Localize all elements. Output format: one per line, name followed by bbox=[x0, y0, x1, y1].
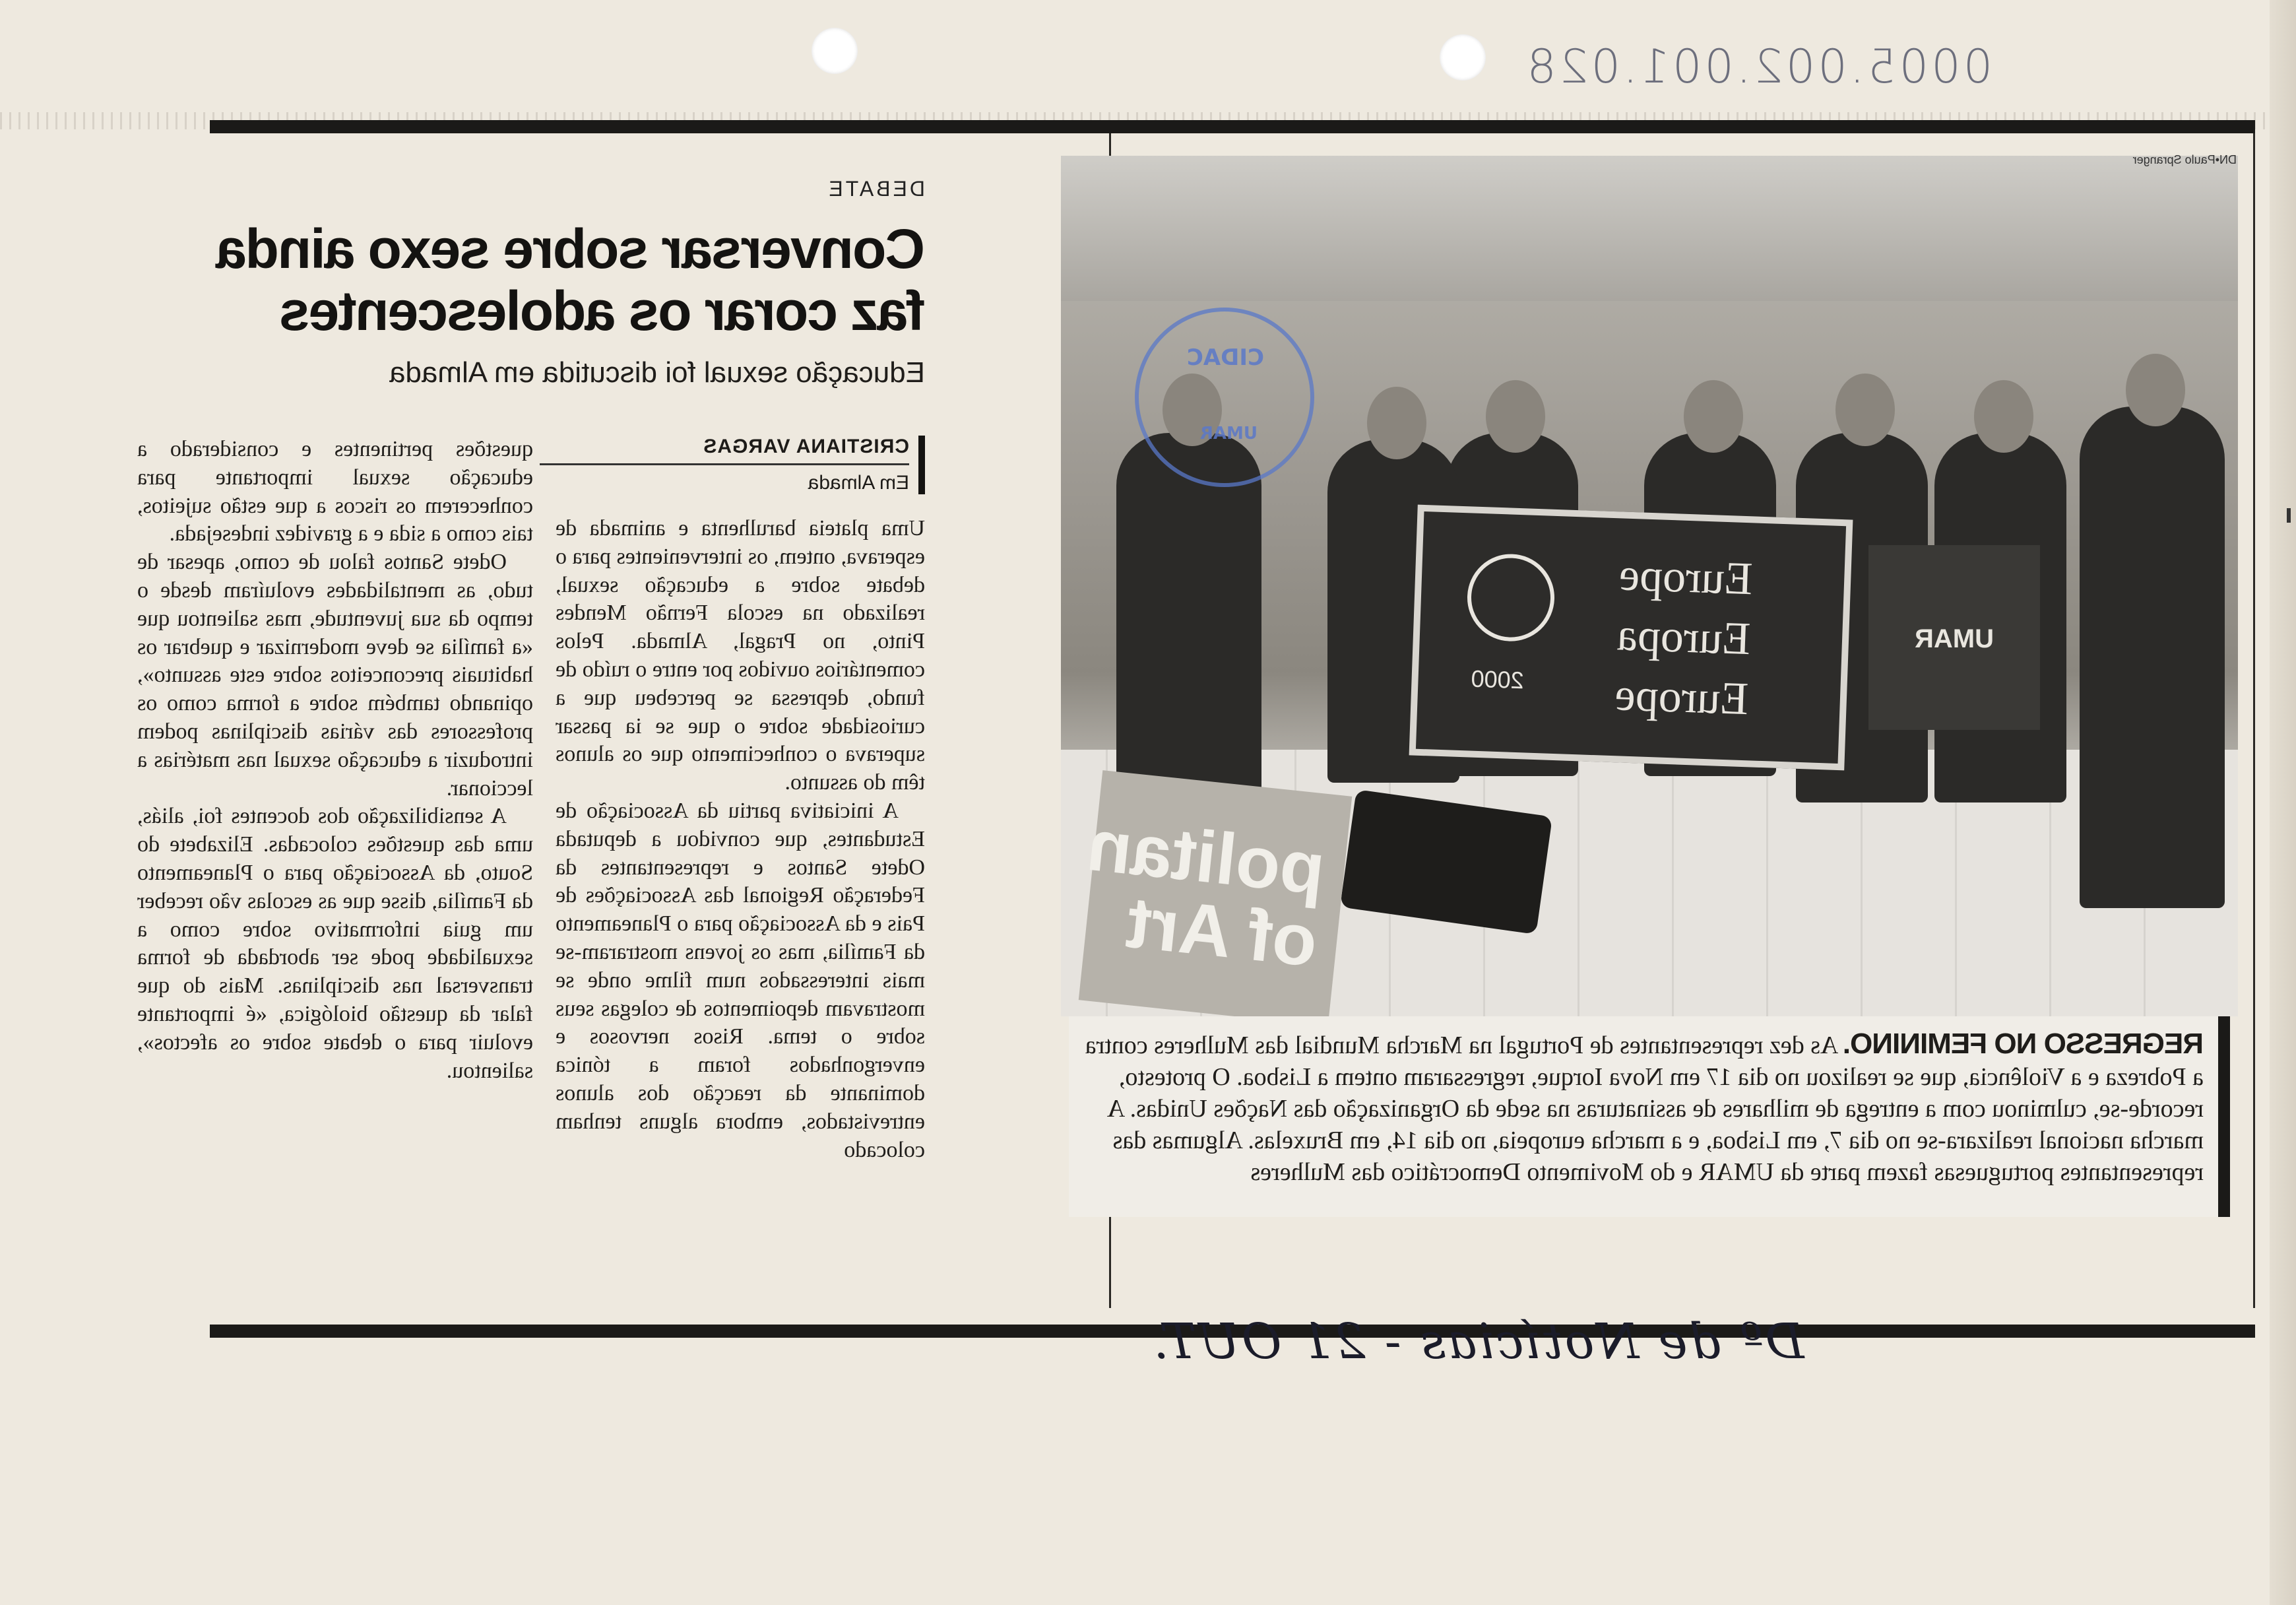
caption-bar bbox=[2218, 1016, 2230, 1217]
umar-flag: UMAR bbox=[1868, 545, 2040, 730]
frame-rule bbox=[2253, 133, 2255, 1308]
paragraph: Odete Santos falou de como, apesar de tudo, as mentalidades evoluíram desde o tempo da sua juventude, mas salientou que «a família se deve modernizar e quebrar os habituais preconceitos sobre este assunto», opinando também sobre a forma como os professores das várias disciplinas podem introduzir a educação sexual nas matérias a leccionar. bbox=[137, 550, 533, 801]
archive-stamp: CIDAC UMAR bbox=[1135, 308, 1314, 487]
section-tag: DEBATE bbox=[826, 177, 925, 201]
photo-person-head bbox=[1684, 380, 1743, 453]
photo-person-head bbox=[1486, 380, 1545, 453]
news-photo bbox=[1061, 156, 2238, 1016]
paragraph: A iniciativa partiu da Associação de Estudantes, que convidou a deputada Odete Santos e representantes da Federação Regional das Associações de Pais e da Associação para o Planeamento da Família, mas os jovens mostraram-se mais interessados num filme onde se mostravam depoimentos de colegas seus sobre o tema. Risos nervosos e envergonhados foram a tónica dominante da reacção dos alunos entrevistados, embora alguns tenham colocado bbox=[556, 798, 925, 1162]
margin-mark bbox=[2287, 508, 2291, 523]
photo-person bbox=[2080, 407, 2225, 908]
article-column-2 bbox=[137, 436, 533, 1085]
dateline: Em Almada bbox=[808, 472, 909, 494]
march-logo-icon bbox=[1466, 552, 1556, 643]
article-subheadline: Educação sexual foi discutida em Almada bbox=[389, 356, 925, 389]
photo-person-head bbox=[2126, 354, 2185, 426]
handwritten-source-note: Dº de Notícias - 21 OUT. bbox=[1151, 1313, 1804, 1370]
paragraph: A sensibilização dos docentes foi, aliás, uma das questões colocadas. Elizabete do Souto, da Associação para o Planeamento da Família, disse que as escolas vão receber um guia informativo sobre como a sexualidade pode ser abordada de forma transversal nas disciplinas. Mais do que falar da questão biológica, «é importante evoluir para o debate sobre os afectos», salientou. bbox=[137, 804, 533, 1083]
photo-person-head bbox=[1835, 374, 1895, 446]
article-headline: Conversar sobre sexo ainda faz corar os adolescentes bbox=[216, 218, 925, 342]
photo-credit: DN•Paulo Spranger bbox=[2132, 153, 2237, 166]
photo-caption bbox=[1069, 1016, 2230, 1217]
photo-person-head bbox=[1974, 380, 2033, 453]
paragraph: questões pertinentes e considerado a educação sexual importante para conhecerem os riscos a que estão sujeitos, tais como a sida e a gravidez indesejada. bbox=[137, 437, 533, 546]
shopping-bag: politan of Art bbox=[1079, 770, 1353, 1016]
banner-text: Europe Europa Europe bbox=[1614, 549, 1754, 725]
europe-banner bbox=[1409, 505, 1853, 771]
author-name: CRISTIANA VARGAS bbox=[540, 436, 909, 465]
banner-year: 2000 bbox=[1470, 665, 1525, 694]
caption-title: REGRESSO NO FEMININO. bbox=[1843, 1028, 2204, 1060]
paragraph: Uma plateia barulhenta e animada de esperava, ontem, os intervenientes para o debate sobre a educação sexual, realizado na escola Fernão Mendes Pinto, no Pragal, Almada. Pelos comentários ouvidos por entre o ruído de fundo, depressa se percebeu que a curiosidade sobre o que se ia passar superava o conhecimento que os alunos têm do assunto. bbox=[556, 516, 925, 795]
byline bbox=[540, 436, 925, 494]
photo-person-head bbox=[1367, 387, 1426, 459]
photo-ceiling bbox=[1061, 156, 2238, 301]
archive-code: 0005.002.001.028 bbox=[1524, 40, 1993, 94]
caption-text: REGRESSO NO FEMININO. As dez representantes de Portugal na Marcha Mundial das Mulheres contra a Pobreza e a Violência, que se realizou no dia 17 em Nova Iorque, regressaram ontem a Lisboa. O protesto, recorde-se, culminou com a entrega de milhares de assinaturas na sede da Organização das Nações Unidas. A marcha nacional realizara-se no dia 7, em Lisboa, e a marcha europeia, no dia 14, em Bruxelas. Algumas das representantes portuguesas fazem parte da UMAR e do Movimento Democrático das Mulheres bbox=[1085, 1028, 2204, 1186]
article-column-1 bbox=[556, 515, 925, 1164]
